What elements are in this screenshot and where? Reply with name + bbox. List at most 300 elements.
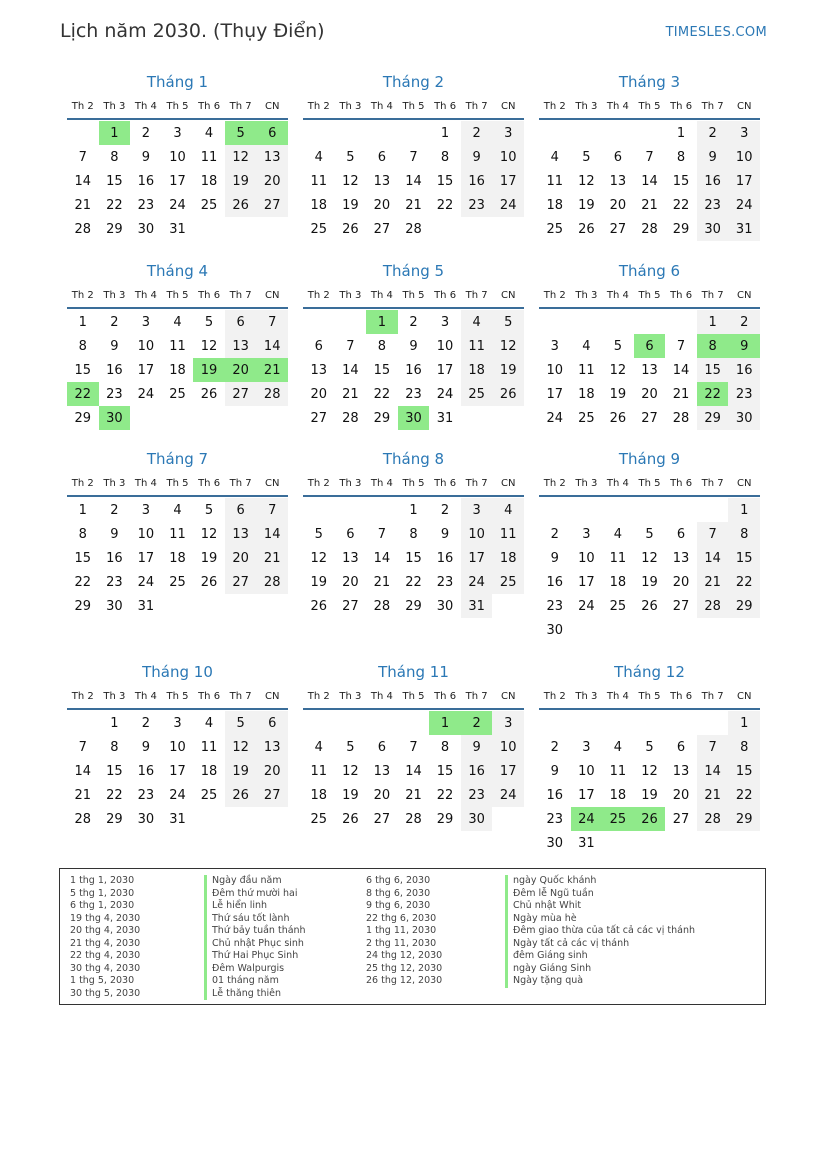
legend-holiday-date: 24 thg 12, 2030 — [366, 950, 443, 961]
day-cell: 3 — [492, 711, 524, 735]
day-cell: 11 — [609, 550, 627, 566]
day-cell: 18 — [310, 787, 328, 803]
day-cell: 2 — [141, 125, 151, 141]
day-cell: 18 — [546, 197, 564, 213]
month-calendar — [67, 449, 288, 618]
day-cell: 23 — [461, 193, 493, 217]
day-cell: 22 — [405, 574, 422, 590]
holiday-day-cell: 2 — [461, 711, 493, 735]
legend-dates-left — [70, 875, 140, 1000]
day-cell: 9 — [110, 526, 119, 542]
weekday-label: Th 2 — [307, 691, 330, 702]
month-name: Tháng 12 — [614, 663, 685, 681]
day-cell: 7 — [346, 338, 355, 354]
weekday-label: Th 5 — [166, 290, 189, 301]
day-cell: 5 — [492, 310, 524, 334]
legend-holiday-date: 30 thg 5, 2030 — [70, 987, 141, 999]
day-grid — [67, 121, 288, 241]
weekday-label: Th 7 — [701, 478, 724, 489]
day-cell: 25 — [578, 410, 595, 426]
day-cell: 22 — [436, 787, 454, 803]
day-cell: 30 — [106, 598, 123, 614]
empty-cell — [571, 310, 603, 334]
month-calendar — [67, 662, 288, 831]
weekday-header — [67, 285, 288, 309]
day-cell: 9 — [141, 739, 151, 755]
day-grid — [539, 121, 760, 241]
day-cell: 11 — [200, 739, 218, 755]
day-cell: 13 — [225, 334, 257, 358]
day-cell: 3 — [728, 121, 760, 145]
day-cell: 17 — [728, 169, 760, 193]
day-cell: 26 — [342, 811, 359, 827]
day-cell: 20 — [373, 197, 391, 213]
day-cell: 31 — [436, 410, 454, 426]
day-cell: 11 — [200, 149, 218, 165]
day-cell: 22 — [74, 574, 92, 590]
month-name: Tháng 3 — [618, 73, 681, 91]
day-cell: 16 — [137, 763, 155, 779]
day-cell: 31 — [461, 594, 493, 618]
day-cell: 14 — [256, 522, 288, 546]
day-cell: 8 — [440, 149, 450, 165]
day-cell: 27 — [256, 783, 288, 807]
day-cell: 29 — [405, 598, 422, 614]
day-cell: 27 — [641, 410, 658, 426]
day-cell: 13 — [342, 550, 359, 566]
day-cell: 25 — [609, 598, 627, 614]
day-cell: 25 — [200, 787, 218, 803]
legend-holiday-date: 30 thg 4, 2030 — [70, 962, 141, 974]
day-cell: 23 — [697, 193, 729, 217]
day-cell: 23 — [546, 598, 564, 614]
day-cell: 29 — [74, 410, 92, 426]
legend-holiday-name: Thứ sáu tốt lành — [204, 913, 306, 926]
empty-cell — [303, 498, 335, 522]
weekday-label: Th 6 — [670, 101, 693, 112]
day-cell: 28 — [672, 410, 690, 426]
day-cell: 27 — [342, 598, 359, 614]
legend-holiday-date: 1 thg 11, 2030 — [366, 925, 437, 936]
holiday-day-cell: 24 — [571, 807, 603, 831]
day-grid — [539, 711, 760, 855]
day-cell: 7 — [409, 739, 418, 755]
day-cell: 13 — [225, 522, 257, 546]
empty-cell — [602, 711, 634, 735]
day-grid — [539, 310, 760, 430]
day-cell: 19 — [225, 759, 257, 783]
day-cell: 7 — [697, 735, 729, 759]
day-cell: 29 — [672, 221, 690, 237]
day-cell: 9 — [461, 735, 493, 759]
day-cell: 19 — [342, 197, 359, 213]
day-cell: 4 — [613, 739, 623, 755]
holiday-day-cell: 1 — [99, 121, 131, 145]
day-cell: 8 — [110, 149, 119, 165]
day-cell: 3 — [440, 314, 450, 330]
empty-cell — [602, 121, 634, 145]
day-cell: 16 — [461, 169, 493, 193]
weekday-label: Th 3 — [339, 478, 362, 489]
day-cell: 29 — [373, 410, 391, 426]
day-cell: 15 — [106, 763, 123, 779]
empty-cell — [366, 498, 398, 522]
month-name: Tháng 1 — [146, 73, 209, 91]
empty-cell — [571, 498, 603, 522]
day-cell: 30 — [546, 622, 564, 638]
day-cell: 11 — [546, 173, 564, 189]
legend-holiday-name: Đêm Walpurgis — [204, 963, 306, 976]
holiday-day-cell: 22 — [697, 382, 729, 406]
day-cell: 5 — [346, 739, 355, 755]
day-cell: 30 — [137, 221, 155, 237]
day-cell: 22 — [436, 197, 454, 213]
day-cell: 30 — [546, 835, 564, 851]
weekday-header — [539, 686, 760, 710]
empty-cell — [335, 121, 367, 145]
month-name: Tháng 8 — [382, 450, 445, 468]
weekday-header — [539, 473, 760, 497]
day-cell: 16 — [546, 574, 564, 590]
month-name: Tháng 4 — [146, 262, 209, 280]
day-cell: 21 — [672, 386, 690, 402]
day-cell: 21 — [697, 783, 729, 807]
day-cell: 20 — [342, 574, 359, 590]
day-cell: 26 — [200, 574, 218, 590]
day-cell: 16 — [405, 362, 422, 378]
month-calendar — [303, 261, 524, 430]
day-cell: 15 — [672, 173, 690, 189]
day-cell: 24 — [169, 197, 186, 213]
day-cell: 28 — [641, 221, 658, 237]
empty-cell — [665, 711, 697, 735]
legend-holiday-name: Chủ nhật Whit — [505, 900, 695, 913]
day-cell: 25 — [546, 221, 564, 237]
day-cell: 12 — [492, 334, 524, 358]
legend-holiday-date: 26 thg 12, 2030 — [366, 975, 443, 986]
day-cell: 20 — [672, 787, 690, 803]
day-cell: 21 — [74, 787, 92, 803]
day-cell: 18 — [578, 386, 595, 402]
weekday-label: Th 2 — [307, 101, 330, 112]
weekday-label: Th 5 — [638, 478, 661, 489]
weekday-label: Th 7 — [701, 691, 724, 702]
day-cell: 27 — [256, 193, 288, 217]
day-cell: 25 — [310, 221, 328, 237]
weekday-label: Th 4 — [606, 478, 629, 489]
weekday-label: Th 7 — [229, 478, 252, 489]
empty-cell — [697, 711, 729, 735]
day-cell: 4 — [173, 314, 182, 330]
legend-holiday-name: Lễ hiển linh — [204, 900, 306, 913]
day-cell: 8 — [728, 522, 760, 546]
day-cell: 31 — [169, 811, 186, 827]
day-cell: 17 — [169, 173, 186, 189]
day-cell: 4 — [492, 498, 524, 522]
weekday-label: Th 6 — [198, 101, 221, 112]
day-cell: 17 — [546, 386, 564, 402]
day-cell: 17 — [578, 787, 595, 803]
day-cell: 6 — [377, 149, 387, 165]
day-cell: 12 — [342, 173, 359, 189]
day-cell: 6 — [676, 526, 686, 542]
day-cell: 6 — [225, 310, 257, 334]
legend-holiday-name: Thứ bảy tuần thánh — [204, 925, 306, 938]
day-cell: 23 — [436, 574, 454, 590]
empty-cell — [539, 310, 571, 334]
day-cell: 3 — [141, 502, 151, 518]
day-cell: 18 — [169, 550, 186, 566]
day-cell: 17 — [436, 362, 454, 378]
weekday-label: Th 5 — [166, 691, 189, 702]
day-cell: 9 — [697, 145, 729, 169]
day-cell: 6 — [346, 526, 355, 542]
day-cell: 24 — [546, 410, 564, 426]
holiday-day-cell: 5 — [225, 121, 257, 145]
day-cell: 15 — [436, 763, 454, 779]
weekday-header — [303, 473, 524, 497]
empty-cell — [303, 310, 335, 334]
empty-cell — [634, 498, 666, 522]
day-cell: 19 — [641, 574, 658, 590]
day-cell: 19 — [609, 386, 627, 402]
weekday-label: Th 6 — [434, 290, 457, 301]
legend-names-right — [505, 875, 695, 988]
day-cell: 19 — [200, 550, 218, 566]
weekday-label: Th 2 — [307, 290, 330, 301]
day-cell: 15 — [728, 546, 760, 570]
day-cell: 15 — [373, 362, 391, 378]
day-cell: 9 — [110, 338, 119, 354]
day-cell: 13 — [609, 173, 627, 189]
holiday-day-cell: 8 — [697, 334, 729, 358]
month-calendar — [303, 72, 524, 241]
day-cell: 5 — [582, 149, 591, 165]
day-cell: 8 — [409, 526, 418, 542]
day-cell: 30 — [728, 406, 760, 430]
day-cell: 6 — [225, 498, 257, 522]
empty-cell — [665, 310, 697, 334]
day-cell: 6 — [377, 739, 387, 755]
day-cell: 7 — [256, 310, 288, 334]
day-cell: 27 — [672, 598, 690, 614]
day-grid — [303, 498, 524, 618]
legend-holiday-name: Ngày tặng quà — [505, 975, 695, 988]
empty-cell — [602, 310, 634, 334]
legend-holiday-date: 1 thg 5, 2030 — [70, 975, 135, 986]
day-cell: 26 — [200, 386, 218, 402]
day-cell: 4 — [314, 149, 323, 165]
weekday-label: Th 3 — [339, 101, 362, 112]
day-cell: 3 — [173, 715, 182, 731]
day-cell: 5 — [645, 526, 654, 542]
day-cell: 14 — [74, 763, 92, 779]
holiday-day-cell: 30 — [99, 406, 131, 430]
day-cell: 1 — [78, 314, 87, 330]
day-cell: 17 — [137, 550, 155, 566]
day-cell: 7 — [409, 149, 418, 165]
day-cell: 19 — [492, 358, 524, 382]
holiday-day-cell: 6 — [256, 121, 288, 145]
day-cell: 17 — [492, 169, 524, 193]
weekday-header — [539, 96, 760, 120]
day-cell: 24 — [436, 386, 454, 402]
empty-cell — [398, 711, 430, 735]
day-cell: 12 — [641, 550, 658, 566]
day-grid — [303, 310, 524, 430]
day-cell: 12 — [200, 526, 218, 542]
day-cell: 21 — [373, 574, 391, 590]
day-cell: 13 — [310, 362, 328, 378]
legend-holiday-name: Ngày mùa hè — [505, 913, 695, 926]
day-cell: 8 — [440, 739, 450, 755]
day-cell: 15 — [405, 550, 422, 566]
empty-cell — [539, 121, 571, 145]
day-cell: 15 — [74, 362, 92, 378]
day-cell: 5 — [225, 711, 257, 735]
day-cell: 19 — [641, 787, 658, 803]
legend-holiday-name: Đêm lễ Ngũ tuần — [505, 888, 695, 901]
day-cell: 4 — [314, 739, 323, 755]
day-cell: 27 — [609, 221, 627, 237]
day-cell: 23 — [106, 574, 123, 590]
day-cell: 26 — [225, 193, 257, 217]
brand-logo[interactable]: TIMESLES.COM — [665, 25, 767, 40]
weekday-label: Th 6 — [434, 101, 457, 112]
day-cell: 25 — [461, 382, 493, 406]
weekday-label: Th 4 — [134, 691, 157, 702]
weekday-label: Th 7 — [701, 290, 724, 301]
weekday-label: Th 4 — [370, 478, 393, 489]
day-cell: 13 — [641, 362, 658, 378]
weekday-label: Th 7 — [465, 478, 488, 489]
day-cell: 4 — [173, 502, 182, 518]
day-cell: 4 — [582, 338, 591, 354]
day-cell: 24 — [137, 386, 155, 402]
weekday-header — [67, 96, 288, 120]
weekday-label: Th 2 — [71, 290, 94, 301]
weekday-label: Th 3 — [103, 478, 126, 489]
day-cell: 21 — [256, 546, 288, 570]
month-name: Tháng 9 — [618, 450, 681, 468]
day-cell: 21 — [405, 787, 422, 803]
day-cell: 29 — [106, 811, 123, 827]
weekday-label: Th 2 — [543, 478, 566, 489]
day-cell: 10 — [492, 735, 524, 759]
weekday-label: Th 6 — [198, 290, 221, 301]
day-cell: 19 — [342, 787, 359, 803]
day-cell: 8 — [78, 338, 87, 354]
day-cell: 25 — [169, 386, 186, 402]
day-cell: 9 — [141, 149, 151, 165]
weekday-label: Th 5 — [166, 101, 189, 112]
holiday-day-cell: 6 — [634, 334, 666, 358]
holiday-day-cell: 21 — [256, 358, 288, 382]
day-grid — [67, 498, 288, 618]
day-cell: 28 — [405, 811, 422, 827]
weekday-label: Th 6 — [670, 290, 693, 301]
weekday-label: CN — [500, 691, 516, 702]
day-cell: 4 — [204, 715, 214, 731]
weekday-label: Th 4 — [134, 478, 157, 489]
holiday-day-cell: 1 — [429, 711, 461, 735]
legend-holiday-date: 6 thg 1, 2030 — [70, 900, 135, 911]
weekday-label: Th 2 — [543, 691, 566, 702]
day-cell: 18 — [461, 358, 493, 382]
day-cell: 24 — [728, 193, 760, 217]
day-grid — [303, 711, 524, 831]
weekday-label: Th 2 — [543, 101, 566, 112]
day-cell: 2 — [461, 121, 493, 145]
day-grid — [67, 310, 288, 430]
day-cell: 7 — [645, 149, 654, 165]
weekday-label: Th 5 — [638, 101, 661, 112]
day-cell: 7 — [78, 739, 87, 755]
weekday-label: Th 2 — [307, 478, 330, 489]
weekday-label: CN — [736, 691, 752, 702]
day-cell: 16 — [137, 173, 155, 189]
day-cell: 18 — [200, 763, 218, 779]
weekday-label: Th 5 — [402, 478, 425, 489]
day-cell: 4 — [613, 526, 623, 542]
weekday-label: Th 7 — [229, 691, 252, 702]
day-cell: 9 — [550, 550, 559, 566]
day-cell: 21 — [697, 570, 729, 594]
weekday-label: CN — [736, 101, 752, 112]
day-cell: 11 — [310, 763, 328, 779]
day-cell: 13 — [256, 735, 288, 759]
day-cell: 15 — [697, 358, 729, 382]
legend-names-left — [204, 875, 306, 1000]
day-cell: 11 — [578, 362, 595, 378]
empty-cell — [335, 711, 367, 735]
day-cell: 23 — [461, 783, 493, 807]
day-cell: 12 — [578, 173, 595, 189]
weekday-label: Th 3 — [575, 101, 598, 112]
weekday-label: Th 3 — [575, 290, 598, 301]
month-calendar — [303, 449, 524, 618]
weekday-label: Th 6 — [198, 478, 221, 489]
day-cell: 21 — [641, 197, 658, 213]
day-cell: 14 — [342, 362, 359, 378]
day-cell: 10 — [728, 145, 760, 169]
weekday-label: Th 7 — [701, 101, 724, 112]
legend-holiday-name: Đêm giao thừa của tất cả các vị thánh — [505, 925, 695, 938]
weekday-label: Th 3 — [339, 691, 362, 702]
weekday-label: CN — [264, 691, 280, 702]
empty-cell — [67, 711, 99, 735]
empty-cell — [539, 498, 571, 522]
day-cell: 3 — [550, 338, 559, 354]
day-cell: 11 — [169, 338, 186, 354]
weekday-label: Th 5 — [402, 691, 425, 702]
legend-holiday-name: 01 tháng năm — [204, 975, 306, 988]
day-cell: 1 — [728, 711, 760, 735]
day-cell: 26 — [342, 221, 359, 237]
day-cell: 5 — [204, 502, 214, 518]
day-cell: 23 — [546, 811, 564, 827]
day-cell: 3 — [582, 526, 591, 542]
weekday-header — [303, 285, 524, 309]
day-cell: 2 — [550, 526, 559, 542]
empty-cell — [634, 711, 666, 735]
weekday-label: Th 7 — [229, 290, 252, 301]
day-cell: 23 — [106, 386, 123, 402]
day-cell: 16 — [697, 169, 729, 193]
empty-cell — [335, 498, 367, 522]
day-cell: 27 — [225, 570, 257, 594]
day-cell: 6 — [676, 739, 686, 755]
